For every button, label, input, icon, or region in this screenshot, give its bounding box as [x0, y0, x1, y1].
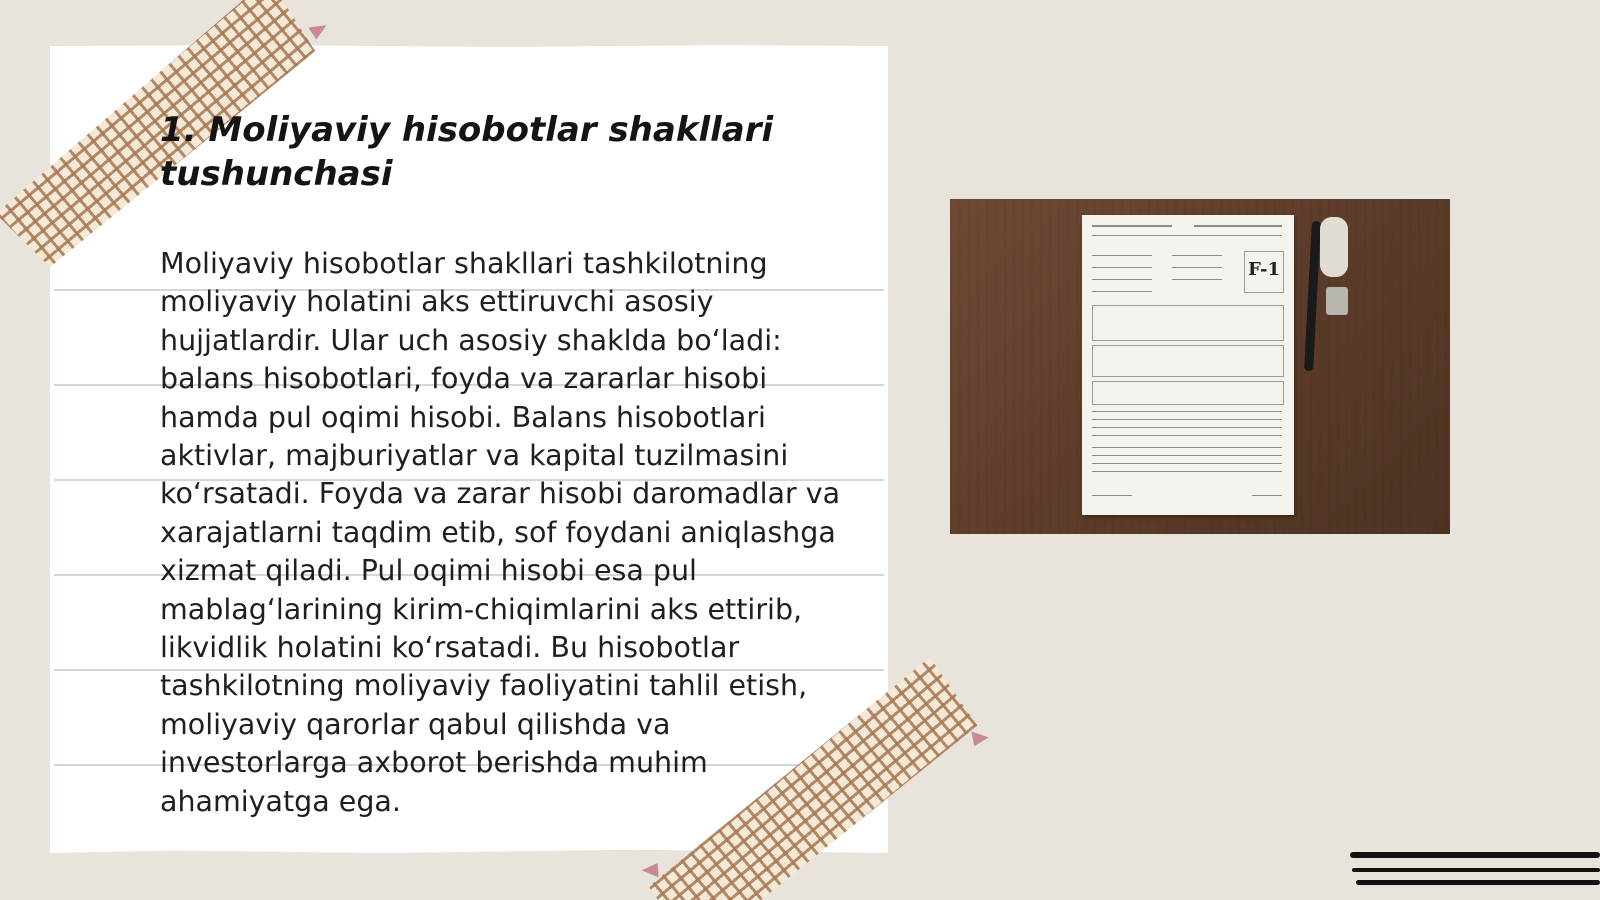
- tape-tab-decoration: [969, 732, 989, 749]
- slide-body-text: Moliyaviy hisobotlar shakllari tashkilotning moliyaviy holatini aks ettiruvchi asosiy hujjatlardir. Ular uch asosiy shaklda bo‘ladi: balans hisobotlari, foyda va zararlar hisobi hamda pul oqimi hisobi. Balans hisobotlari aktivlar, majburiyatlar va kapital tuzilmasini ko‘rsatadi. Foyda va zarar hisobi daromadlar va xarajatlarni taqdim etib, sof foydani aniqlashga xizmat qiladi. Pul oqimi hisobi esa pul mablag‘larining kirim-chiqimlarini aks ettirib, likvidlik holatini ko‘rsatadi. Bu hisobotlar tashkilotning moliyaviy faoliyatini tahlil etish, moliyaviy qarorlar qabul qilishda va investorlarga axborot berishda muhim ahamiyatga ega.: [160, 247, 841, 818]
- pen-image: [1304, 221, 1321, 371]
- sharpener-image: [1326, 287, 1348, 315]
- decorative-line: [1352, 868, 1600, 872]
- slide-title: 1. Moliyaviy hisobotlar shakllari tushunchasi: [160, 110, 774, 194]
- document-photo: [950, 199, 1450, 534]
- decorative-line: [1350, 852, 1600, 858]
- decorative-line: [1356, 880, 1600, 885]
- tape-tab-decoration: [641, 861, 661, 878]
- eraser-image: [1320, 217, 1348, 277]
- photo-document-mark: F-1: [1248, 259, 1280, 280]
- photo-document-sheet: [1082, 215, 1294, 515]
- tape-tab-decoration: [308, 21, 330, 40]
